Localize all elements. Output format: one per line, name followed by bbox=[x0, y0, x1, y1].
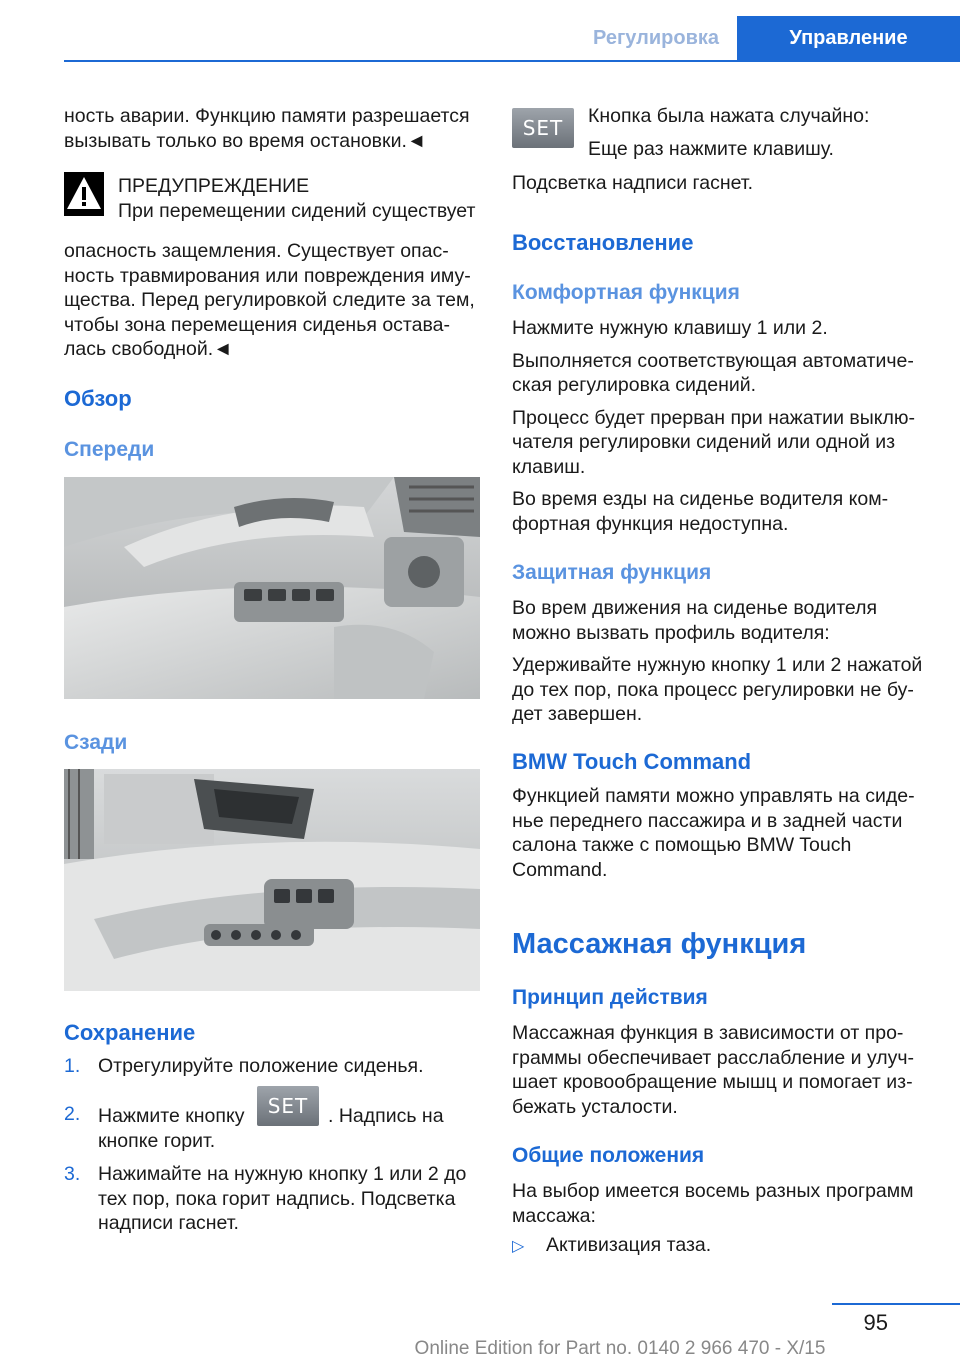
protect-line: Во врем движения на сиденье водителя bbox=[512, 597, 878, 619]
list-text: Нажмите кнопку bbox=[98, 1105, 245, 1127]
comfort-line: Нажмите нужную клавишу 1 или 2. bbox=[512, 317, 828, 339]
restore-heading: Восстановление bbox=[512, 230, 694, 255]
general-text bbox=[512, 1179, 942, 1228]
warning-text bbox=[64, 239, 484, 362]
bullet-text: Активизация таза. bbox=[546, 1234, 712, 1256]
touch-line: нье переднего пассажира и в задней части bbox=[512, 809, 903, 832]
accident-line: Кнопка была нажата случайно: bbox=[588, 105, 870, 127]
comfort-line: ская регулировка сидений. bbox=[512, 374, 757, 396]
warning-line: щества. Перед регулировкой следите за тем, bbox=[64, 289, 475, 311]
principle-heading: Принцип действия bbox=[512, 986, 708, 1009]
front-door-panel-photo bbox=[64, 477, 480, 699]
rear-door-panel-photo bbox=[64, 769, 480, 991]
list-text: Нажимайте на нужную кнопку 1 или 2 до bbox=[98, 1163, 467, 1185]
list-number: 3. bbox=[64, 1163, 81, 1185]
list-item bbox=[64, 1162, 484, 1236]
list-number: 1. bbox=[64, 1055, 81, 1077]
principle-line: граммы обеспечивает расслабление и улуч- bbox=[512, 1046, 915, 1069]
principle-line: шает кровообращение мышц и помогает из- bbox=[512, 1071, 913, 1093]
warning-line: чтобы зона перемещения сиденья остава- bbox=[64, 313, 450, 336]
comfort-text bbox=[512, 316, 942, 536]
comfort-line: фортная функция недоступна. bbox=[512, 512, 789, 535]
warning-line: опасность защемления. Существует опас- bbox=[64, 240, 449, 262]
accident-block bbox=[588, 104, 948, 161]
list-text: кнопке горит. bbox=[98, 1130, 216, 1152]
footer-edition: Online Edition for Part no. 0140 2 966 470 - X/15 bbox=[414, 1338, 826, 1359]
touch-command-heading: BMW Touch Command bbox=[512, 749, 752, 774]
warning-title: ПРЕДУПРЕЖДЕНИЕ bbox=[118, 175, 310, 197]
warning-icon bbox=[64, 172, 104, 216]
front-heading: Спереди bbox=[64, 438, 155, 461]
protect-line: можно вызвать профиль водителя: bbox=[512, 621, 830, 644]
principle-line: Массажная функция в зависимости от про- bbox=[512, 1022, 904, 1044]
touch-line: Command. bbox=[512, 858, 608, 881]
comfort-line: Процесс будет прерван при нажатии выклю- bbox=[512, 406, 915, 429]
protect-line: дет завершен. bbox=[512, 703, 643, 725]
protect-text bbox=[512, 596, 952, 727]
warning-line: лась свободной.◄ bbox=[64, 338, 233, 360]
touch-line: салона также с помощью BMW Touch bbox=[512, 834, 852, 856]
list-number: 2. bbox=[64, 1103, 81, 1125]
massage-heading: Массажная функция bbox=[512, 928, 807, 960]
header-tab-operation[interactable]: Управление bbox=[737, 16, 960, 60]
list-text: надписи гаснет. bbox=[98, 1212, 239, 1234]
page-number: 95 bbox=[863, 1310, 888, 1335]
touch-line: Функцией памяти можно управлять на сиде- bbox=[512, 785, 915, 807]
bullet-item bbox=[512, 1233, 942, 1257]
general-heading: Общие положения bbox=[512, 1144, 705, 1167]
list-text: . Надпись на bbox=[328, 1105, 444, 1127]
list-item bbox=[64, 1054, 484, 1078]
left-intro bbox=[64, 104, 484, 153]
principle-text bbox=[512, 1021, 942, 1119]
footer-divider bbox=[832, 1303, 960, 1305]
overview-heading: Обзор bbox=[64, 386, 132, 411]
comfort-line: Во время езды на сиденье водителя ком- bbox=[512, 488, 889, 510]
intro-line: вызывать только во время остановки.◄ bbox=[64, 129, 427, 152]
comfort-line: чателя регулировки сидений или одной из bbox=[512, 431, 896, 453]
protect-line: Удерживайте нужную кнопку 1 или 2 нажатой bbox=[512, 654, 923, 676]
set-button-icon: SET bbox=[257, 1086, 319, 1126]
header-divider bbox=[64, 60, 960, 62]
general-line: На выбор имеется восемь разных программ bbox=[512, 1180, 914, 1202]
principle-line: бежать усталости. bbox=[512, 1095, 678, 1118]
save-heading: Сохранение bbox=[64, 1020, 196, 1045]
general-line: массажа: bbox=[512, 1204, 596, 1227]
list-text: тех пор, пока горит надпись. Подсветка bbox=[98, 1187, 456, 1210]
warning-block bbox=[118, 174, 488, 223]
intro-line: ность аварии. Функцию памяти разрешается bbox=[64, 105, 470, 127]
touch-command-text bbox=[512, 784, 942, 882]
bullet-triangle-icon: ▷ bbox=[512, 1238, 525, 1255]
warning-line: При перемещении сидений существует bbox=[118, 199, 476, 222]
accident-line: Подсветка надписи гаснет. bbox=[512, 172, 753, 194]
comfort-heading: Комфортная функция bbox=[512, 281, 740, 304]
protect-line: до тех пор, пока процесс регулировки не бу- bbox=[512, 678, 914, 701]
warning-line: ность травмирования или повреждения иму- bbox=[64, 264, 471, 287]
comfort-line: Выполняется соответствующая автоматиче- bbox=[512, 349, 914, 372]
list-text: Отрегулируйте положение сиденья. bbox=[98, 1055, 424, 1077]
protect-heading: Защитная функция bbox=[512, 561, 712, 584]
rear-heading: Сзади bbox=[64, 731, 128, 754]
comfort-line: клавиш. bbox=[512, 455, 586, 478]
header-tab-adjustment[interactable]: Регулировка bbox=[592, 26, 719, 49]
accident-line: Еще раз нажмите клавишу. bbox=[588, 137, 834, 160]
set-button-icon: SET bbox=[512, 108, 574, 148]
